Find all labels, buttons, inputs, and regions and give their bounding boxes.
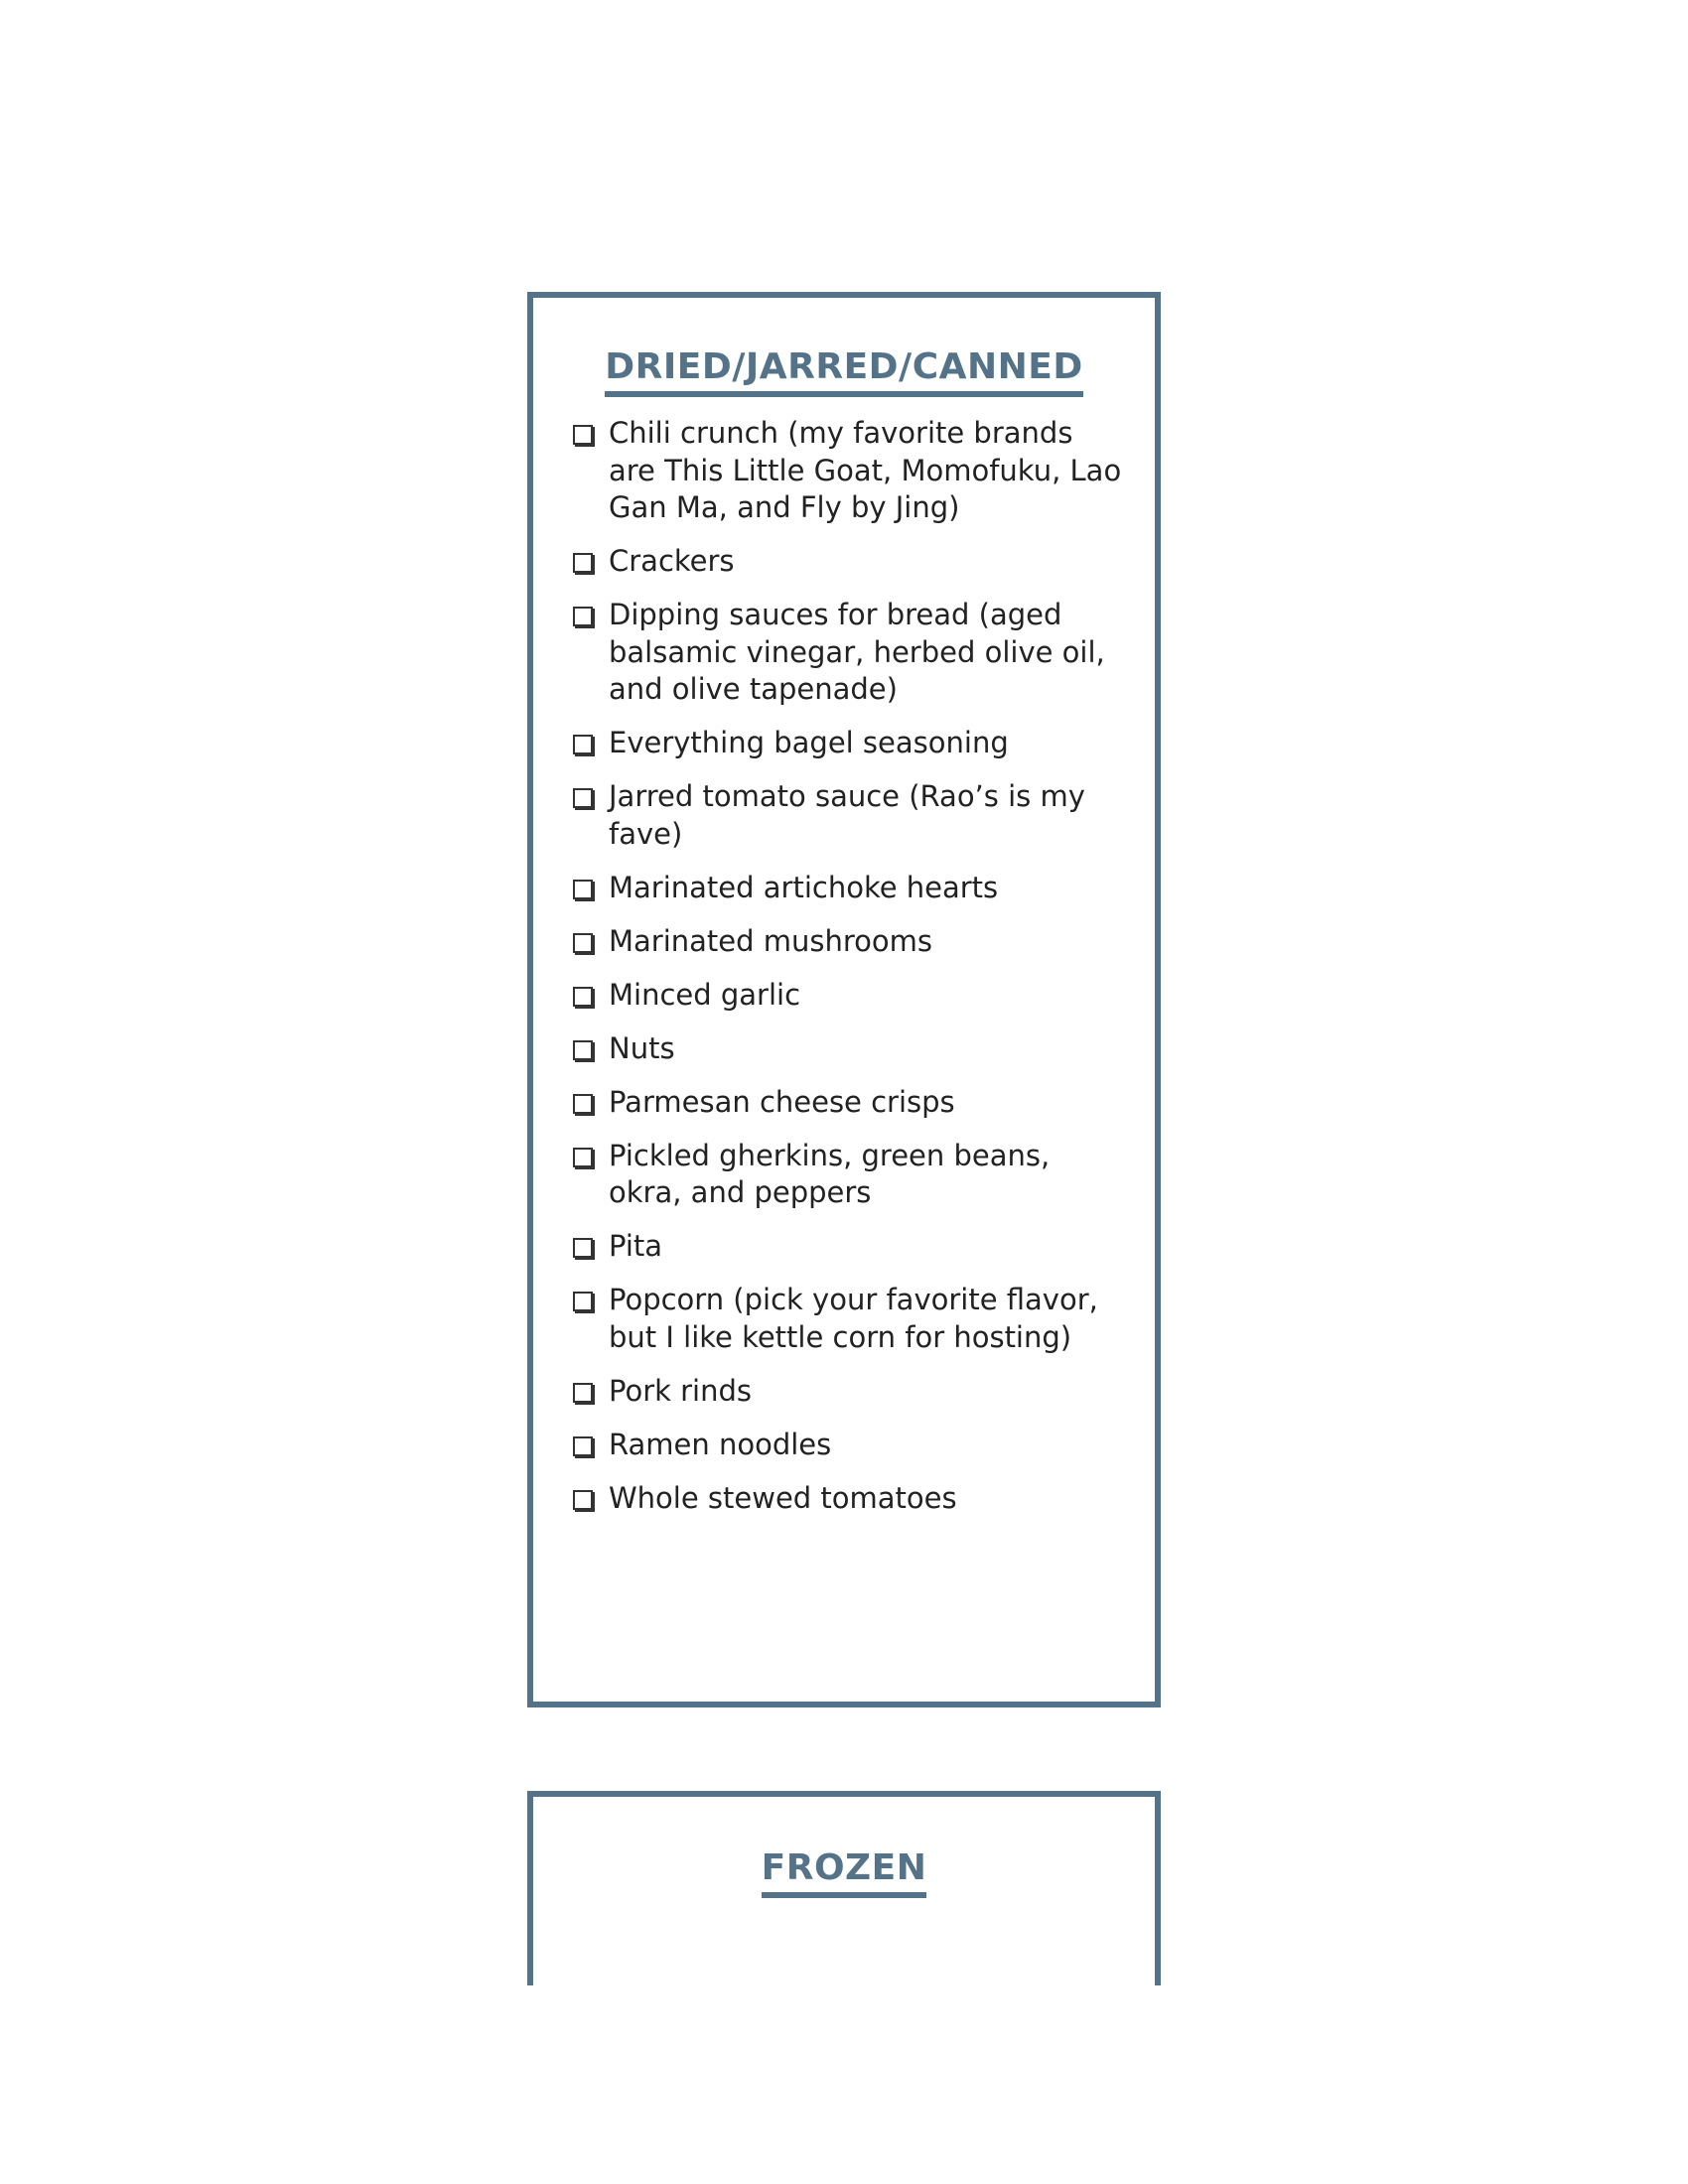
checklist-item <box>609 597 1125 709</box>
checkbox-icon[interactable] <box>573 735 593 754</box>
checklist-item-label: Jarred tomato sauce (Rao’s is my fave) <box>609 779 1085 851</box>
checklist-item <box>609 870 1125 907</box>
checkbox-icon[interactable] <box>573 1040 593 1060</box>
checklist-item <box>609 977 1125 1015</box>
checkbox-icon[interactable] <box>573 1490 593 1510</box>
checkbox-icon[interactable] <box>573 1383 593 1403</box>
checkbox-icon[interactable] <box>573 1436 593 1456</box>
checkbox-icon[interactable] <box>573 880 593 899</box>
section-heading: DRIED/JARRED/CANNED <box>605 345 1082 397</box>
checkbox-icon[interactable] <box>573 933 593 953</box>
checklist-item-label: Crackers <box>609 544 735 578</box>
checklist-item-label: Chili crunch (my favorite brands are This Little Goat, Momofuku, Lao Gan Ma, and Fly by Jing) <box>609 416 1122 524</box>
section-frozen <box>527 1791 1161 1985</box>
checklist-item <box>609 1228 1125 1266</box>
section-dried-jarred-canned <box>527 292 1161 1707</box>
checklist-item <box>609 1282 1125 1356</box>
checklist-item <box>609 543 1125 581</box>
checkbox-icon[interactable] <box>573 987 593 1007</box>
checkbox-icon[interactable] <box>573 1148 593 1167</box>
checkbox-icon[interactable] <box>573 425 593 445</box>
checklist <box>533 415 1155 1517</box>
checkbox-icon[interactable] <box>573 1238 593 1258</box>
checklist-item <box>609 923 1125 961</box>
checkbox-icon[interactable] <box>573 1292 593 1311</box>
checklist-item-label: Everything bagel seasoning <box>609 726 1009 759</box>
checklist-item-label: Popcorn (pick your favorite flavor, but I like kettle corn for hosting) <box>609 1283 1098 1354</box>
checklist-item-label: Pickled gherkins, green beans, okra, and peppers <box>609 1138 1051 1209</box>
checklist-item <box>609 415 1125 527</box>
checklist-item <box>609 1427 1125 1464</box>
checklist-item <box>609 1480 1125 1518</box>
checkbox-icon[interactable] <box>573 1094 593 1114</box>
checklist-item <box>609 725 1125 762</box>
checklist-item-label: Nuts <box>609 1030 675 1065</box>
checkbox-icon[interactable] <box>573 788 593 808</box>
checklist-item-label: Marinated mushrooms <box>609 923 933 958</box>
checklist-item <box>609 1138 1125 1212</box>
checklist-item-label: Minced garlic <box>609 977 801 1012</box>
checklist-item <box>609 778 1125 853</box>
checklist-item-label: Ramen noodles <box>609 1427 832 1461</box>
checklist-item-label: Pork rinds <box>609 1373 753 1408</box>
checklist-item-label: Pita <box>609 1229 663 1263</box>
checkbox-icon[interactable] <box>573 553 593 573</box>
checklist-item-label: Whole stewed tomatoes <box>609 1480 957 1515</box>
checklist-item <box>609 1373 1125 1411</box>
checklist-item <box>609 1084 1125 1122</box>
checklist-item <box>609 1030 1125 1068</box>
checklist-item-label: Marinated artichoke hearts <box>609 870 999 904</box>
checklist-item-label: Dipping sauces for bread (aged balsamic vinegar, herbed olive oil, and olive tapenade) <box>609 598 1105 706</box>
section-heading: FROZEN <box>762 1846 927 1898</box>
checklist-item-label: Parmesan cheese crisps <box>609 1084 955 1119</box>
checkbox-icon[interactable] <box>573 607 593 626</box>
